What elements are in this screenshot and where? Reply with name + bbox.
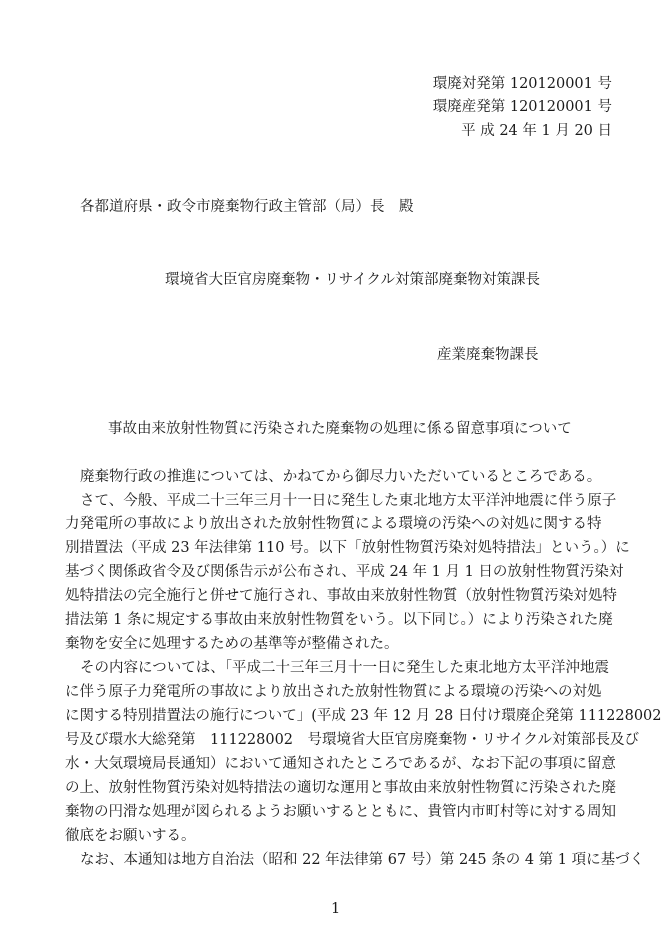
body-line: 力発電所の事故により放出された放射性物質による環境の汚染への対処に関する特	[65, 516, 602, 532]
body-line: 別措置法（平成 23 年法律第 110 号。以下「放射性物質汚染対処特措法」という。）に	[65, 540, 630, 556]
doc-number-1: 環廃対発第 120120001 号	[432, 76, 612, 92]
body-line: 水・大気環境局長通知）において通知されたところであるが、なお下記の事項に留意	[65, 756, 616, 772]
body-line: 棄物を安全に処理するための基準等が整備された。	[65, 636, 399, 652]
body-line: さて、今般、平成二十三年三月十一日に発生した東北地方太平洋沖地震に伴う原子	[80, 493, 617, 509]
page-number: 1	[331, 901, 341, 917]
body-line: 徹底をお願いする。	[65, 828, 196, 844]
sender-line-1: 環境省大臣官房廃棄物・リサイクル対策部廃棄物対策課長	[165, 272, 540, 288]
body-line: に伴う原子力発電所の事故により放出された放射性物質による環境の汚染への対処	[65, 684, 602, 700]
sender-line-2: 産業廃棄物課長	[437, 347, 539, 363]
body-line: 基づく関係政省令及び関係告示が公布され、平成 24 年 1 月 1 日の放射性物質汚染対	[65, 564, 624, 580]
body-line: 処特措法の完全施行と併せて施行され、事故由来放射性物質（放射性物質汚染対処特	[65, 588, 617, 604]
body-line: なお、本通知は地方自治法（昭和 22 年法律第 67 号）第 245 条の 4 第 1 項に基づく	[80, 852, 645, 868]
doc-number-2: 環廃産発第 120120001 号	[432, 99, 612, 115]
body-line: に関する特別措置法の施行について」(平成 23 年 12 月 28 日付け環廃企発第 111228002	[65, 708, 662, 724]
body-line: 棄物の円滑な処理が図られるようお願いするとともに、貴管内市町村等に対する周知	[65, 804, 616, 820]
issue-date: 平 成 24 年 1 月 20 日	[461, 123, 612, 139]
subject-title: 事故由来放射性物質に汚染された廃棄物の処理に係る留意事項について	[108, 421, 572, 437]
body-line: 措法第 1 条に規定する事故由来放射性物質をいう。以下同じ。）により汚染された廃	[65, 612, 613, 628]
body-line: 号及び環水大総発第 111228002 号環境省大臣官房廃棄物・リサイクル対策部長及び	[65, 732, 639, 748]
body-line: 廃棄物行政の推進については、かねてから御尽力いただいているところである。	[80, 469, 602, 485]
body-line: その内容については、「平成二十三年三月十一日に発生した東北地方太平洋沖地震	[80, 660, 609, 676]
body-line: の上、放射性物質汚染対処特措法の適切な運用と事故由来放射性物質に汚染された廃	[65, 780, 616, 796]
addressee: 各都道府県・政令市廃棄物行政主管部（局）長 殿	[80, 199, 414, 215]
